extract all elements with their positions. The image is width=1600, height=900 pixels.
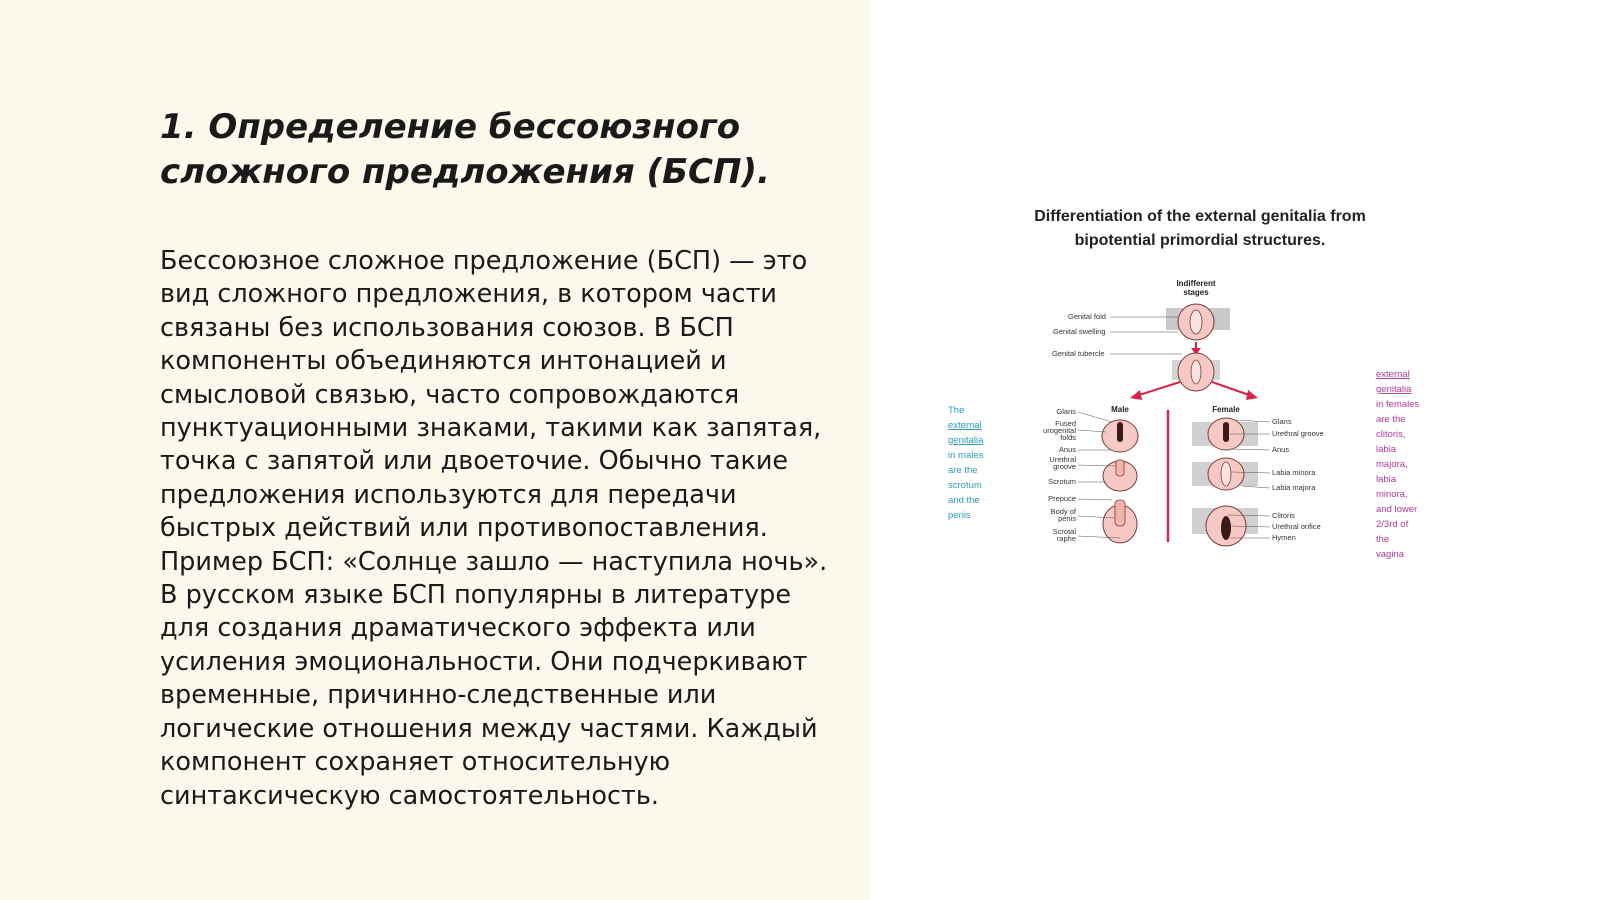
male-penis-shape bbox=[1116, 460, 1124, 476]
body-line: быстрых действий или противопоставления. bbox=[160, 513, 768, 544]
body-line: вид сложного предложения, в котором части bbox=[160, 279, 778, 310]
diagram-figure bbox=[948, 200, 1440, 580]
female-label-anus: Anus bbox=[1272, 445, 1290, 454]
female-note-link: genitalia bbox=[1376, 384, 1412, 395]
female-note-line: minora, bbox=[1376, 489, 1408, 500]
body-line: смысловой связью, часто сопровождаются bbox=[160, 379, 740, 410]
female-label-hymen: Hymen bbox=[1272, 533, 1296, 542]
body-line: логические отношения между частями. Каждый bbox=[160, 713, 818, 744]
body-line: Бессоюзное сложное предложение (БСП) — это bbox=[160, 246, 808, 276]
body-line: компоненты объединяются интонацией и bbox=[160, 346, 727, 377]
body-line: В русском языке БСП популярны в литературе bbox=[160, 580, 792, 611]
male-label: Scrotal bbox=[1052, 527, 1076, 536]
female-label-labia-majora: Labia majora bbox=[1272, 483, 1316, 492]
body-line: усиления эмоциональности. Они подчеркивают bbox=[160, 646, 808, 677]
male-body-of-penis bbox=[1115, 500, 1125, 526]
body-line: точка с запятой или двоеточие. Обычно такие bbox=[160, 446, 789, 477]
body-line: компонент сохраняет относительную bbox=[160, 747, 671, 778]
male-label: folds bbox=[1060, 433, 1076, 442]
female-note-line: clitoris, bbox=[1376, 429, 1406, 440]
female-heading: Female bbox=[1212, 405, 1240, 414]
arrow-to-male-shaft bbox=[1136, 382, 1180, 396]
male-label: Fused bbox=[1055, 419, 1076, 428]
arrow-to-female-head bbox=[1246, 390, 1258, 400]
figure-title-line-1: Differentiation of the external genitalia from bbox=[1034, 208, 1366, 225]
male-urethral-groove bbox=[1117, 422, 1123, 442]
body-line: связаны без использования союзов. В БСП bbox=[160, 312, 734, 343]
label-genital-fold: Genital fold bbox=[1068, 312, 1106, 321]
male-note-link: genitalia bbox=[948, 435, 984, 446]
female-note-line: 2/3rd of bbox=[1376, 519, 1409, 530]
slide-body bbox=[160, 245, 860, 813]
male-label: groove bbox=[1053, 462, 1076, 471]
male-note-line: The bbox=[948, 405, 965, 416]
male-label: Urethral bbox=[1049, 455, 1076, 464]
female-label-glans: Glans bbox=[1272, 417, 1292, 426]
female-urethral-groove bbox=[1223, 422, 1229, 442]
female-note-line: majora, bbox=[1376, 459, 1408, 470]
male-label-glans: Glans bbox=[1056, 407, 1076, 416]
slide-title: 1. Определение бессоюзного сложного предложения (БСП). bbox=[160, 107, 770, 192]
differentiation-diagram bbox=[948, 200, 1440, 580]
male-label-anus: Anus bbox=[1058, 445, 1076, 454]
male-label-prepuce: Prepuce bbox=[1048, 494, 1076, 503]
female-urethral-orifice-shape bbox=[1221, 516, 1231, 540]
genital-tubercle-shape bbox=[1190, 310, 1202, 334]
body-line: предложения используются для передачи bbox=[160, 479, 737, 510]
female-label-labia-minora: Labia minora bbox=[1272, 468, 1316, 477]
male-label: raphe bbox=[1056, 534, 1076, 543]
body-line: Пример БСП: «Солнце зашло — наступила ночь». bbox=[160, 546, 828, 577]
female-note-link: external bbox=[1376, 369, 1410, 380]
male-note-line: and the bbox=[948, 495, 980, 506]
female-note-line: are the bbox=[1376, 414, 1406, 425]
male-note-line: are the bbox=[948, 465, 978, 476]
label-genital-swelling: Genital swelling bbox=[1053, 327, 1106, 336]
female-labia-shape bbox=[1221, 462, 1231, 486]
stage-label-1: Indifferent bbox=[1176, 279, 1216, 288]
figure-title-line-2: bipotential primordial structures. bbox=[1074, 232, 1326, 249]
male-label: penis bbox=[1058, 514, 1076, 523]
body-line: синтаксическую самостоятельность. bbox=[160, 780, 660, 811]
female-note-line: the bbox=[1376, 534, 1390, 545]
urogenital-fold-shape bbox=[1191, 360, 1201, 384]
body-line: для создания драматического эффекта или bbox=[160, 613, 756, 644]
male-note-line: scrotum bbox=[948, 480, 982, 491]
male-note-line: in males bbox=[948, 450, 984, 461]
female-note bbox=[1376, 369, 1420, 560]
female-note-line: labia bbox=[1376, 474, 1397, 485]
male-heading: Male bbox=[1111, 405, 1129, 414]
male-note-link: external bbox=[948, 420, 982, 431]
arrow-to-female-shaft bbox=[1212, 382, 1252, 396]
body-line: пунктуационными знаками, такими как запятая, bbox=[160, 413, 822, 444]
male-note-line: penis bbox=[948, 510, 971, 521]
female-note-line: and lower bbox=[1376, 504, 1418, 515]
female-note-line: vagina bbox=[1376, 549, 1404, 560]
male-label: urogenital bbox=[1043, 426, 1076, 435]
male-note bbox=[948, 405, 984, 521]
label-genital-tubercle: Genital tubercle bbox=[1052, 349, 1105, 358]
male-label: Body of bbox=[1050, 507, 1076, 516]
female-label-urethral-orifice: Urethral orifice bbox=[1272, 522, 1321, 531]
female-note-line: labia bbox=[1376, 444, 1397, 455]
female-note-line: in females bbox=[1376, 399, 1420, 410]
male-label-scrotum: Scrotum bbox=[1048, 477, 1076, 486]
arrow-to-male-head bbox=[1130, 390, 1142, 400]
body-line: временные, причинно-следственные или bbox=[160, 680, 717, 711]
female-label-urethral-groove: Urethral groove bbox=[1272, 429, 1324, 438]
stage-label-2: stages bbox=[1183, 288, 1209, 297]
female-label-clitoris: Clitoris bbox=[1272, 511, 1295, 520]
